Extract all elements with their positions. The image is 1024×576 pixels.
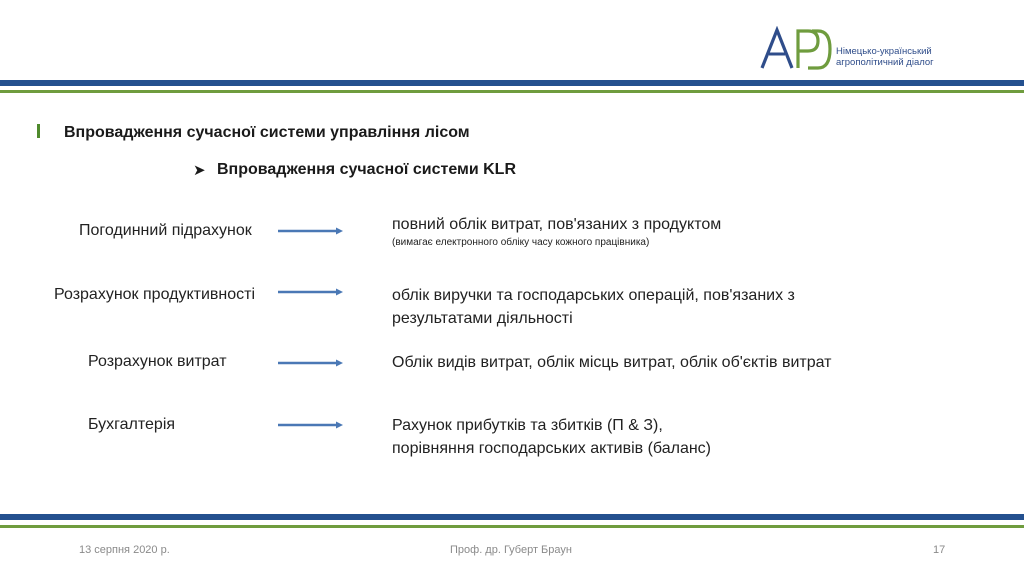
row-note-hourly: (вимагає електронного обліку часу кожного працівника) — [392, 237, 650, 248]
row-arrow-icon — [278, 358, 344, 368]
row-desc-productivity-line2: результатами діяльності — [392, 310, 573, 327]
logo-letter-p — [798, 31, 818, 68]
row-desc-accounting-line1: Рахунок прибутків та збитків (П & З), — [392, 417, 663, 434]
logo-letter-a — [762, 30, 792, 68]
row-arrow-icon — [278, 226, 344, 236]
bottom-band-blue — [0, 514, 1024, 520]
slide-subheading: Впровадження сучасної системи KLR — [217, 161, 517, 178]
logo-caption-line2: агрополітичний діалог — [836, 57, 934, 68]
row-label-productivity: Розрахунок продуктивності — [54, 286, 256, 303]
row-desc-costs: Облік видів витрат, облік місць витрат, облік об'єктів витрат — [392, 354, 832, 371]
logo-caption — [836, 46, 934, 68]
row-desc-hourly: повний облік витрат, пов'язаних з продуктом — [392, 216, 722, 233]
arrow-bullet-icon: ➤ — [193, 162, 206, 179]
row-arrow-icon — [278, 420, 344, 430]
footer-date: 13 серпня 2020 р. — [79, 544, 170, 556]
heading-bullet — [37, 124, 40, 138]
row-label-accounting: Бухгалтерія — [88, 416, 176, 433]
footer-page-number: 17 — [933, 544, 946, 556]
bottom-band-green — [0, 525, 1024, 528]
row-arrow-icon — [278, 287, 344, 297]
logo-caption-line1: Німецько-український — [836, 46, 932, 57]
footer-author: Проф. др. Губерт Браун — [450, 544, 572, 556]
top-band-green — [0, 90, 1024, 93]
row-desc-productivity-line1: облік виручки та господарських операцій, пов'язаних з — [392, 287, 795, 304]
row-label-costs: Розрахунок витрат — [88, 353, 227, 370]
slide-heading: Впровадження сучасної системи управління лісом — [64, 124, 470, 141]
row-desc-accounting-line2: порівняння господарських активів (баланс) — [392, 440, 712, 457]
top-band-blue — [0, 80, 1024, 86]
row-label-hourly: Погодинний підрахунок — [79, 222, 252, 239]
